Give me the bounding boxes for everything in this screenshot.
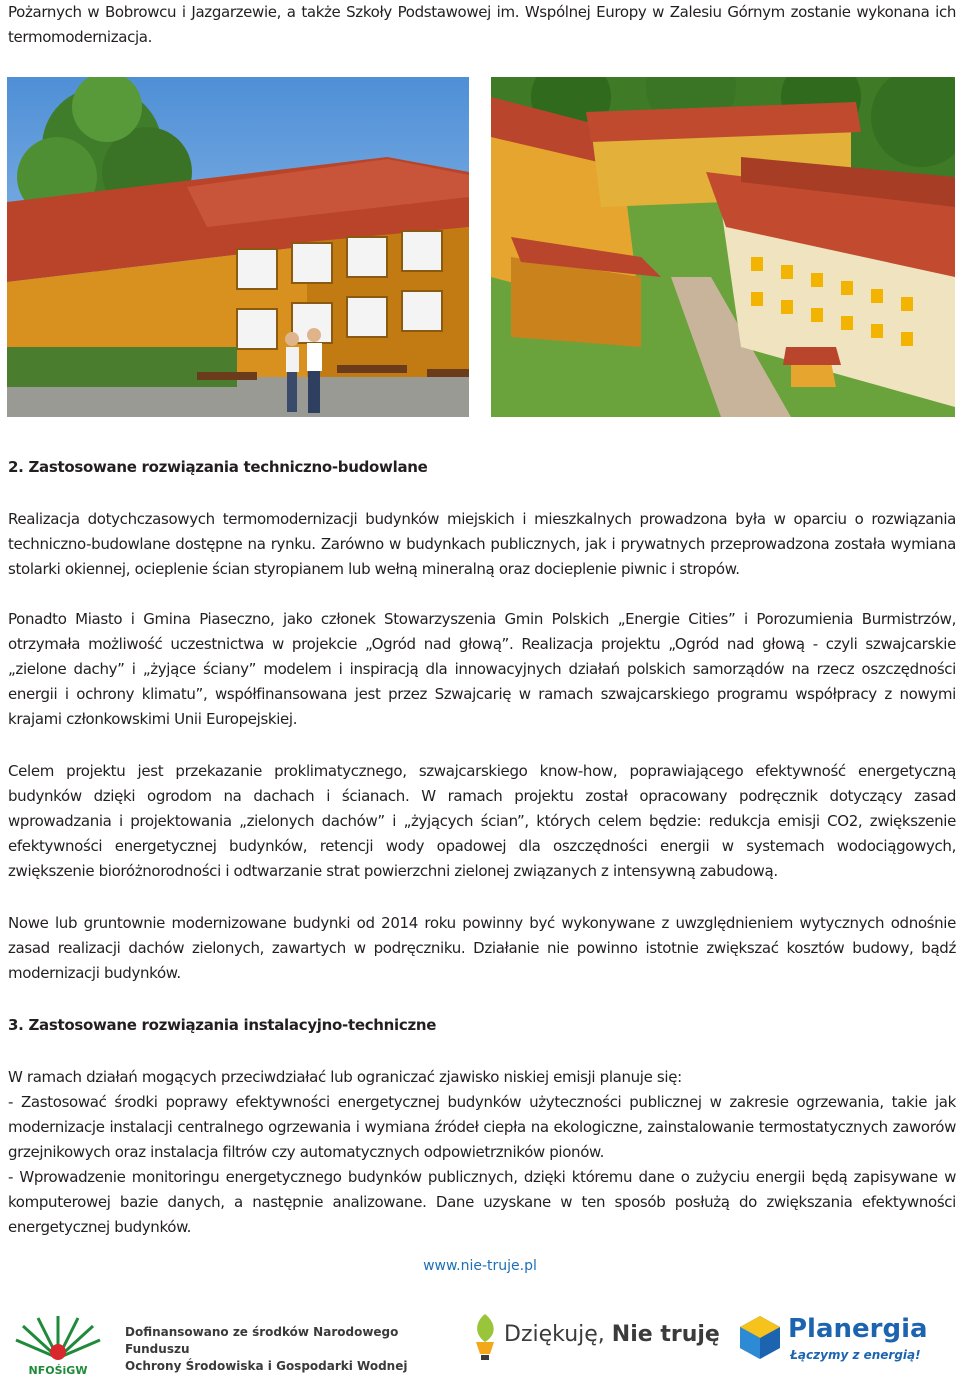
planergia-logo: [738, 1314, 958, 1374]
funding-line-1: Dofinansowano ze środków Narodowego Funduszu: [125, 1325, 399, 1356]
aerial-buildings-render-image: [491, 77, 955, 417]
website-link[interactable]: www.nie-truje.pl: [423, 1258, 537, 1274]
campaign-wordmark-part-b: Nie truję: [611, 1322, 720, 1347]
footer-logos: [0, 1300, 960, 1378]
school-building-illustration: [7, 77, 469, 417]
section-2-heading: 2. Zastosowane rozwiązania techniczno-budowlane: [8, 458, 428, 476]
section-2-paragraph: Nowe lub gruntownie modernizowane budynki od 2014 roku powinny być wykonywane z uwzględnieniem wytycznych odnośnie zasad realizacji dachów zielonych, zawartych w podręczniku. Działanie nie powinno istotnie zwiększać kosztów budowy, bądź modernizacji budynków.: [8, 914, 956, 982]
section-2-paragraph: Celem projektu jest przekazanie proklimatycznego, szwajcarskiego know-how, poprawiającego efektywność energetyczną budynków dzięki ogrodom na dachach i ścianach. W ramach projektu został opracowany podręcznik dotyczący zasad wprowadzania i projektowania „zielonych dachów” i „żyjących ścian”, których celem będzie: redukcja emisji CO2, zwiększenie efektywności energetycznej budynków, retencji wody opadowej dla oszczędności energii w systemach wodociągowych, zwiększenie bioróżnorodności i odtwarzanie strat powierzchni zielonej związanych z intensywną zabudową.: [8, 762, 956, 880]
campaign-wordmark-part-a: Dziękuję,: [504, 1322, 605, 1347]
section-2-paragraph: Ponadto Miasto i Gmina Piaseczno, jako członek Stowarzyszenia Gmin Polskich „Energie Cities” i Porozumienia Burmistrzów, otrzymała możliwość uczestnictwa w projekcie „Ogród nad głową”. Realizacja projektu „Ogród nad głową - czyli szwajcarskie „zielone dachy” i „żyjące ściany” modelem i inspiracją dla innowacyjnych działań polskich samorządów na rzecz oszczędności energii i ochrony klimatu”, współfinansowana jest przez Szwajcarię w ramach szwajcarskiego programu współpracy z nowymi krajami członkowskimi Unii Europejskiej.: [8, 610, 956, 728]
planergia-name: Planergia: [788, 1314, 928, 1344]
campaign-wordmark: [504, 1322, 720, 1347]
section-3-heading: 3. Zastosowane rozwiązania instalacyjno-techniczne: [8, 1016, 437, 1034]
school-building-render-image: [7, 77, 469, 417]
section-3-list-item: - Wprowadzenie monitoringu energetycznego budynków publicznych, dzięki któremu dane o zużyciu energii będą zapisywane w komputerowej bazie danych, a następnie analizowane. Dane uzyskane w ten sposób posłużą do zwiększania efektywności energetycznej budynków.: [8, 1168, 956, 1236]
section-3-list-item: - Zastosować środki poprawy efektywności energetycznej budynków użyteczności publicznej w zakresie ogrzewania, takie jak modernizacje instalacji centralnego ogrzewania i wymiana źródeł ciepła na ekologiczne, zainstalowanie termostatycznych zaworów grzejnikowych oraz instalacja filtrów czy automatycznych odpowietrzników pionów.: [8, 1093, 956, 1161]
funding-statement: [125, 1324, 445, 1375]
leaf-bulb-icon: [470, 1312, 500, 1362]
nfosigw-label: NFOŚiGW: [28, 1364, 88, 1377]
section-3-intro: W ramach działań mogących przeciwdziałać lub ograniczać zjawisko niskiej emisji planuje się:: [8, 1068, 682, 1086]
section-2-paragraph: Realizacja dotychczasowych termomodernizacji budynków miejskich i mieszkalnych prowadzona była w oparciu o rozwiązania techniczno-budowlane dostępne na rynku. Zarówno w budynkach publicznych, jak i prywatnych przeprowadzona została wymiana stolarki okiennej, ocieplenie ścian styropianem lub wełną mineralną oraz docieplenie piwnic i stropów.: [8, 510, 956, 578]
intro-continuation-text: Pożarnych w Bobrowcu i Jazgarzewie, a także Szkoły Podstawowej im. Wspólnej Europy w Zalesiu Górnym zostanie wykonana ich termomodernizacja.: [8, 3, 956, 46]
planergia-tagline: Łączymy z energią!: [790, 1348, 921, 1362]
dziekuje-nie-truje-logo: [470, 1312, 720, 1362]
nfosigw-emblem-icon: [8, 1308, 108, 1364]
aerial-buildings-illustration: [491, 77, 955, 417]
funding-line-2: Ochrony Środowiska i Gospodarki Wodnej: [125, 1359, 408, 1373]
planergia-hexagon-icon: [738, 1314, 782, 1360]
nfosigw-logo: [8, 1308, 108, 1378]
